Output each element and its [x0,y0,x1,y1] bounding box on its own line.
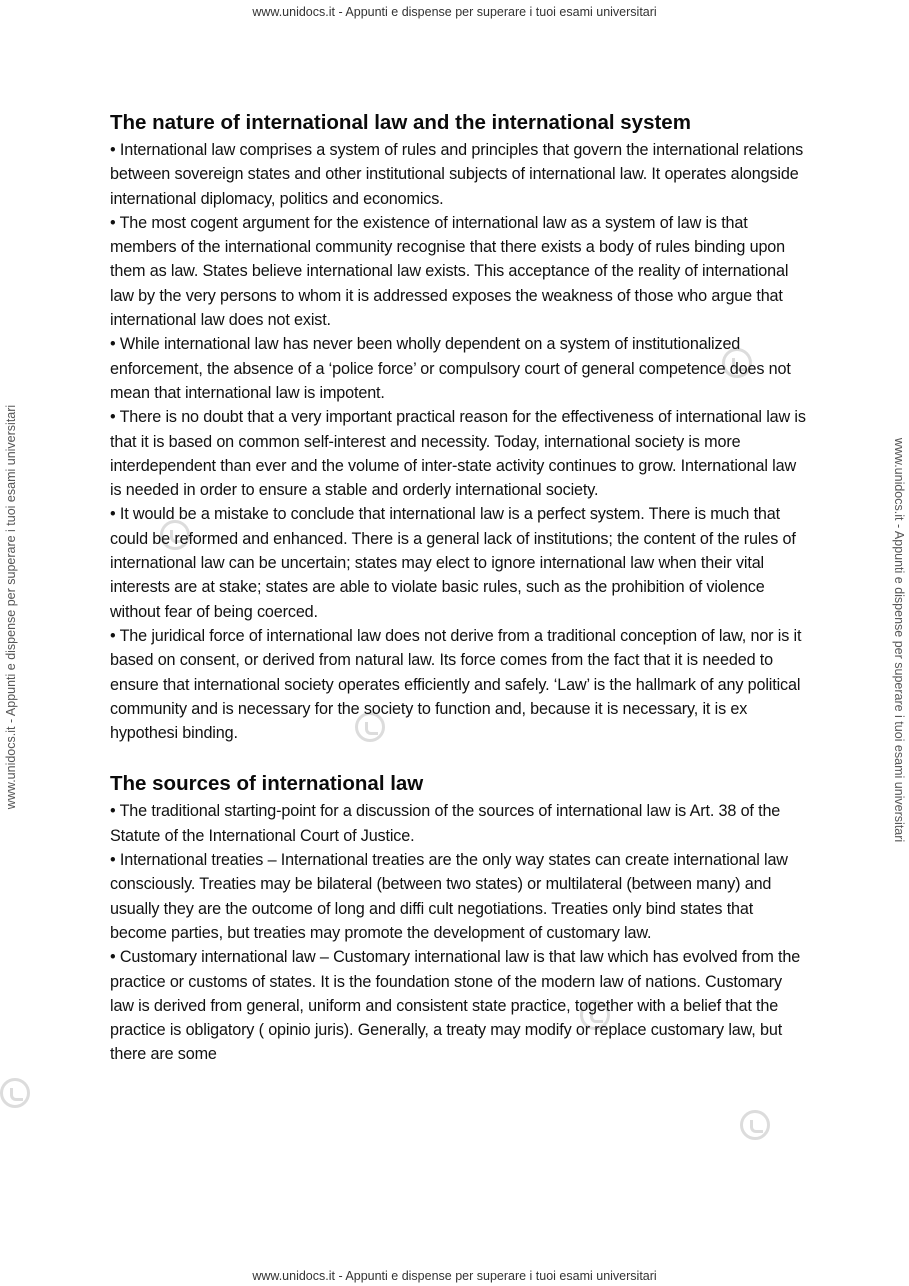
paragraph: • While international law has never been wholly dependent on a system of institutionalized enforcement, the absence of a ‘police force’ or compulsory court of general competence does not mean that international law is impotent. [110,335,791,402]
paragraph: • The traditional starting-point for a discussion of the sources of international law is Art. 38 of the Statute of the International Court of Justice. [110,802,781,845]
paragraph: • There is no doubt that a very important practical reason for the effectiveness of international law is that it is based on common self-interest and necessity. Today, international society is more interdependent than ever and the volume of inter-state activity continues to grow. International law is needed in order to ensure a stable and orderly international society. [110,408,806,500]
left-side-watermark: www.unidocs.it - Appunti e dispense per superare i tuoi esami universitari [4,404,18,810]
paragraph: • International treaties – International treaties are the only way states can create international law consciously. Treaties may be bilateral (between two states) or multilateral (between many) and usually they are the outcome of long and diffi cult negotiations. Treaties only bind states that become parties, but treaties may promote the development of customary law. [110,851,788,942]
paragraph: • Customary international law – Customary international law is that law which has evolved from the practice or customs of states. It is the foundation stone of the modern law of nations. Customary law is derived from general, uniform and consistent state practice, together with a belief that the practice is obligatory ( opinio juris). Generally, a treaty may modify or replace customary law, but there are some [110,948,801,1064]
header-watermark: www.unidocs.it - Appunti e dispense per superare i tuoi esami universitari [252,5,657,19]
right-side-watermark: www.unidocs.it - Appunti e dispense per superare i tuoi esami universitari [892,437,906,843]
watermark-logo-icon [740,1110,770,1140]
section-heading: The nature of international law and the international system [110,111,691,134]
paragraph: • The most cogent argument for the existence of international law as a system of law is that members of the international community recognise that there exists a body of rules binding upon them as law. States believe international law exists. This acceptance of the reality of international law by the very persons to whom it is addressed exposes the weakness of those who argue that international law does not exist. [110,213,789,330]
paragraph: • International law comprises a system of rules and principles that govern the international relations between sovereign states and other institutional subjects of international law. It operates alongside international diplomacy, politics and economics. [110,141,804,208]
section-heading: The sources of international law [110,772,424,796]
footer-watermark: www.unidocs.it - Appunti e dispense per superare i tuoi esami universitari [252,1269,657,1283]
paragraph: • It would be a mistake to conclude that international law is a perfect system. There is much that could be reformed and enhanced. There is a general lack of institutions; the content of the rules of international law can be uncertain; states may elect to ignore international law when their vital interests are at stake; states are able to violate basic rules, such as the prohibition of violence without fear of being coerced. [110,505,796,621]
document-body [110,108,810,1067]
paragraph: • The juridical force of international law does not derive from a traditional conception of law, nor is it based on consent, or derived from natural law. Its force comes from the fact that it is needed to ensure that international society operates efficiently and safely. ‘Law’ is the hallmark of any political community and is necessary for the society to function and, because it is necessary, it is ex hypothesi binding. [110,626,802,743]
